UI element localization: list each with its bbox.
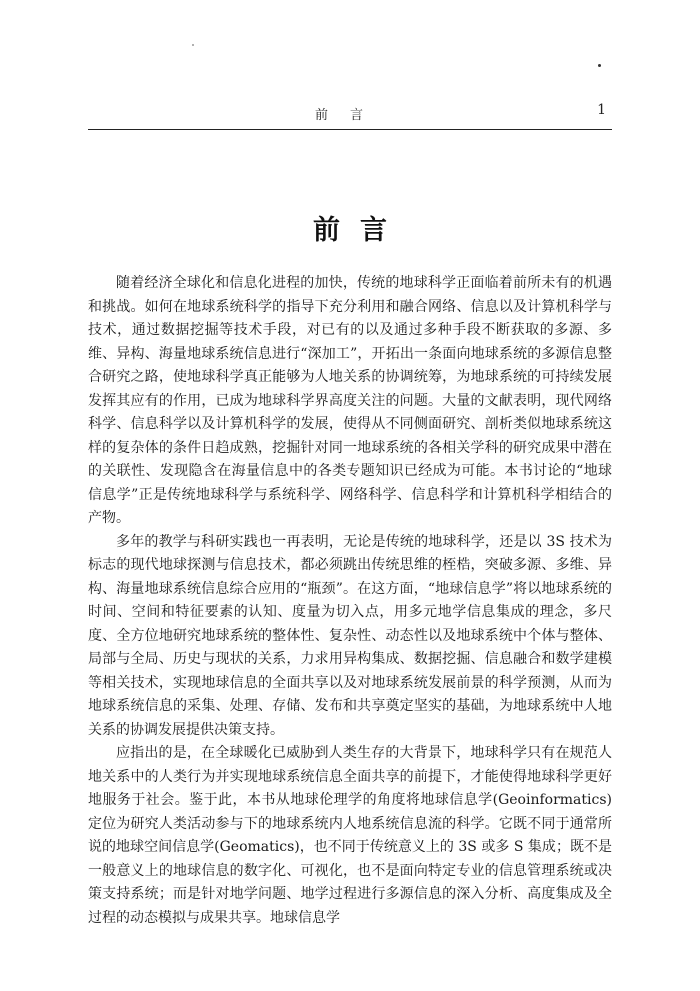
paragraph-2: 多年的教学与科研实践也一再表明，无论是传统的地球科学，还是以 3S 技术为标志的现代地球探测与信息技术，都必须跳出传统思维的桎梏，突破多源、多维、异构、海量地球系统信息综合应用的“瓶颈”。在这方面，“地球信息学”将以地球系统的时间、空间和特征要素的认知、度量为切入点，用多元地学信息集成的理念，多尺度、全方位地研究地球系统的整体性、复杂性、动态性以及地球系统中个体与整体、局部与全局、历史与现状的关系，力求用异构集成、数据挖掘、信息融合和数学建模等相关技术，实现地球信息的全面共享以及对地球系统发展前景的科学预测，从而为地球系统信息的采集、处理、存储、发布和共享奠定坚实的基础，为地球系统中人地关系的协调发展提供决策支持。: [88, 533, 612, 738]
paragraph-1: 随着经济全球化和信息化进程的加快，传统的地球科学正面临着前所未有的机遇和挑战。如何在地球系统科学的指导下充分利用和融合网络、信息以及计算机科学与技术，通过数据挖掘等技术手段，对已有的以及通过多种手段不断获取的多源、多维、异构、海量地球系统信息进行“深加工”，开拓出一条面向地球系统的多源信息整合研究之路，使地球科学真正能够为人地关系的协调统筹，为地球系统的可持续发展发挥其应有的作用，已成为地球科学界高度关注的问题。大量的文献表明，现代网络科学、信息科学以及计算机科学的发展，使得从不同侧面研究、剖析类似地球系统这样的复杂体的条件日趋成熟，挖掘针对同一地球系统的各相关学科的研究成果中潜在的关联性、发现隐含在海量信息中的各类专题知识已经成为可能。本书讨论的“地球信息学”正是传统地球科学与系统科学、网络科学、信息科学和计算机科学相结合的产物。: [88, 275, 612, 526]
scan-speck-right: [598, 64, 601, 67]
header-rule: [88, 129, 612, 130]
running-header-title: 前言: [314, 108, 385, 123]
running-header: [88, 104, 612, 126]
chapter-title: 前言: [313, 215, 407, 246]
scan-speck-top: [192, 44, 194, 46]
body-text: [88, 272, 612, 930]
page-number: 1: [597, 102, 606, 118]
paragraph-3: 应指出的是，在全球暖化已威胁到人类生存的大背景下，地球科学只有在规范人地关系中的人类行为并实现地球系统信息全面共享的前提下，才能使得地球科学更好地服务于社会。鉴于此，本书从地球伦理学的角度将地球信息学(Geoinformatics)定位为研究人类活动参与下的地球系统内人地系统信息流的科学。它既不同于通常所说的地球空间信息学(Geomatics)，也不同于传统意义上的 3S 或多 S 集成；既不是一般意义上的地球信息的数字化、可视化，也不是面向特定专业的信息管理系统或决策支持系统；而是针对地学问题、地学过程进行多源信息的深入分析、高度集成及全过程的动态模拟与成果共享。地球信息学: [88, 745, 612, 926]
